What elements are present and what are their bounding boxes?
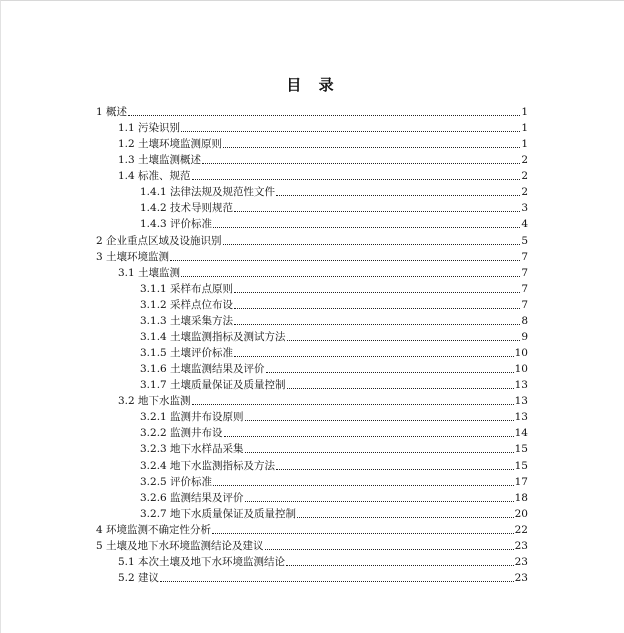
- toc-entry-label: 3 土壤环境监测: [96, 250, 170, 263]
- toc-title: 目 录: [286, 76, 340, 94]
- dot-leader: [266, 372, 514, 373]
- toc-entry[interactable]: [140, 375, 528, 391]
- dot-leader: [286, 565, 514, 566]
- toc-entry-page-number: 2: [521, 154, 528, 167]
- toc-entry[interactable]: [96, 102, 528, 118]
- dot-leader: [223, 244, 521, 245]
- dot-leader: [160, 581, 514, 582]
- toc-entry[interactable]: [118, 166, 528, 182]
- toc-entry[interactable]: [118, 134, 528, 150]
- toc-entry-label: 1.1 污染识别: [118, 122, 181, 135]
- toc-entry-page-number: 10: [514, 363, 528, 376]
- dot-leader: [234, 324, 520, 325]
- toc-entry-page-number: 14: [514, 427, 528, 440]
- dot-leader: [245, 420, 514, 421]
- dot-leader: [213, 485, 514, 486]
- toc-entry-label: 3.1.5 土壤评价标准: [140, 347, 234, 360]
- dot-leader: [245, 501, 514, 502]
- toc-entry-label: 1.4.2 技术导则规范: [140, 202, 234, 215]
- toc-entry[interactable]: [140, 214, 528, 230]
- toc-entry-page-number: 23: [514, 572, 528, 585]
- toc-entry[interactable]: [118, 118, 528, 134]
- toc-entry-page-number: 3: [521, 202, 528, 215]
- toc-entry[interactable]: [96, 231, 528, 247]
- toc-entry-label: 1.4.1 法律法规及规范性文件: [140, 186, 276, 199]
- dot-leader: [234, 211, 520, 212]
- dot-leader: [213, 227, 520, 228]
- toc-entry-label: 3.1.7 土壤质量保证及质量控制: [140, 379, 286, 392]
- dot-leader: [287, 340, 521, 341]
- toc-entry[interactable]: [118, 391, 528, 407]
- toc-entry-page-number: 22: [514, 523, 528, 536]
- toc-entry[interactable]: [140, 327, 528, 343]
- dot-leader: [287, 388, 514, 389]
- toc-entry[interactable]: [140, 488, 528, 504]
- dot-leader: [245, 452, 514, 453]
- dot-leader: [276, 195, 520, 196]
- toc-entry-label: 1.4 标准、规范: [118, 170, 191, 183]
- dot-leader: [212, 533, 514, 534]
- toc-entry[interactable]: [140, 423, 528, 439]
- toc-entry-page-number: 15: [514, 459, 528, 472]
- toc-entry[interactable]: [140, 456, 528, 472]
- toc-entry-page-number: 1: [521, 122, 528, 135]
- dot-leader: [276, 469, 514, 470]
- toc-entry-page-number: 8: [521, 314, 528, 327]
- dot-leader: [265, 549, 514, 550]
- dot-leader: [224, 436, 514, 437]
- toc-entry-page-number: 9: [521, 330, 528, 343]
- toc-entry-page-number: 2: [521, 170, 528, 183]
- dot-leader: [128, 115, 520, 116]
- toc-entry-page-number: 20: [514, 507, 528, 520]
- toc-entry-page-number: 23: [514, 539, 528, 552]
- dot-leader: [234, 308, 520, 309]
- toc-entry-label: 1.4.3 评价标准: [140, 218, 213, 231]
- toc-entry[interactable]: [96, 520, 528, 536]
- toc-entry-page-number: 15: [514, 443, 528, 456]
- toc-entry-page-number: 7: [521, 250, 528, 263]
- toc-entry[interactable]: [118, 263, 528, 279]
- toc-entry[interactable]: [140, 472, 528, 488]
- dot-leader: [181, 276, 520, 277]
- toc-entry-page-number: 7: [521, 282, 528, 295]
- toc-entry-label: 1 概述: [96, 106, 128, 118]
- toc-entry-label: 2 企业重点区域及设施识别: [96, 234, 222, 247]
- toc-entry[interactable]: [140, 182, 528, 198]
- toc-entry-page-number: 5: [521, 234, 528, 247]
- toc-entry[interactable]: [118, 552, 528, 568]
- toc-entry-page-number: 23: [514, 555, 528, 568]
- dot-leader: [234, 292, 520, 293]
- toc-entry-page-number: 10: [514, 347, 528, 360]
- toc-entry-label: 3.1.3 土壤采集方法: [140, 314, 234, 327]
- toc-entry[interactable]: [140, 359, 528, 375]
- toc-entry-label: 3.2.7 地下水质量保证及质量控制: [140, 507, 297, 520]
- toc-entry-label: 3.2.1 监测井布设原则: [140, 411, 244, 424]
- toc-entry[interactable]: [96, 536, 528, 552]
- toc-entry-label: 3.2.2 监测井布设: [140, 427, 223, 440]
- toc-entry-label: 5.1 本次土壤及地下水环境监测结论: [118, 555, 286, 568]
- toc-entry-page-number: 13: [514, 411, 528, 424]
- dot-leader: [181, 131, 520, 132]
- dot-leader: [170, 260, 520, 261]
- toc-entry[interactable]: [140, 504, 528, 520]
- toc-entry-page-number: 1: [521, 138, 528, 151]
- dot-leader: [297, 517, 514, 518]
- toc-entry-page-number: 4: [521, 218, 528, 231]
- toc-entry-label: 3.1.6 土壤监测结果及评价: [140, 363, 265, 376]
- toc-entry-label: 3.1.2 采样点位布设: [140, 298, 234, 311]
- toc-entry[interactable]: [96, 247, 528, 263]
- dot-leader: [192, 179, 521, 180]
- toc-entry[interactable]: [140, 439, 528, 455]
- toc-entry-label: 1.3 土壤监测概述: [118, 154, 202, 167]
- dot-leader: [223, 147, 520, 148]
- dot-leader: [234, 356, 514, 357]
- toc-entry-label: 4 环境监测不确定性分析: [96, 523, 212, 536]
- toc-entry[interactable]: [140, 311, 528, 327]
- toc-entry-label: 3.2.6 监测结果及评价: [140, 491, 244, 504]
- toc-entry-label: 3.2.3 地下水样品采集: [140, 443, 244, 456]
- toc-entry[interactable]: [140, 295, 528, 311]
- toc-entry-label: 5 土壤及地下水环境监测结论及建议: [96, 539, 264, 552]
- toc-entry-page-number: 2: [521, 186, 528, 199]
- toc-entry-page-number: 7: [521, 266, 528, 279]
- toc-entry-label: 1.2 土壤环境监测原则: [118, 138, 223, 151]
- dot-leader: [192, 404, 514, 405]
- toc-entry-page-number: 13: [514, 395, 528, 408]
- toc-entry[interactable]: [118, 568, 528, 584]
- toc-entry-label: 3.2.5 评价标准: [140, 475, 213, 488]
- toc-entry-page-number: 7: [521, 298, 528, 311]
- toc-entry[interactable]: [140, 343, 528, 359]
- toc-entry-label: 3.1 土壤监测: [118, 266, 181, 279]
- toc-entry-label: 3.2.4 地下水监测指标及方法: [140, 459, 276, 472]
- toc-entry-page-number: 18: [514, 491, 528, 504]
- toc-entry-page-number: 1: [521, 106, 528, 118]
- toc-entry-page-number: 17: [514, 475, 528, 488]
- toc-entry-label: 5.2 建议: [118, 572, 160, 585]
- dot-leader: [202, 163, 520, 164]
- toc-entry[interactable]: [140, 407, 528, 423]
- toc-entry[interactable]: [140, 279, 528, 295]
- toc-entry[interactable]: [140, 198, 528, 214]
- toc-entry-label: 3.1.1 采样布点原则: [140, 282, 234, 295]
- toc-entry-label: 3.1.4 土壤监测指标及测试方法: [140, 330, 286, 343]
- toc-entry[interactable]: [118, 150, 528, 166]
- toc-entry-label: 3.2 地下水监测: [118, 395, 191, 408]
- toc-entry-page-number: 13: [514, 379, 528, 392]
